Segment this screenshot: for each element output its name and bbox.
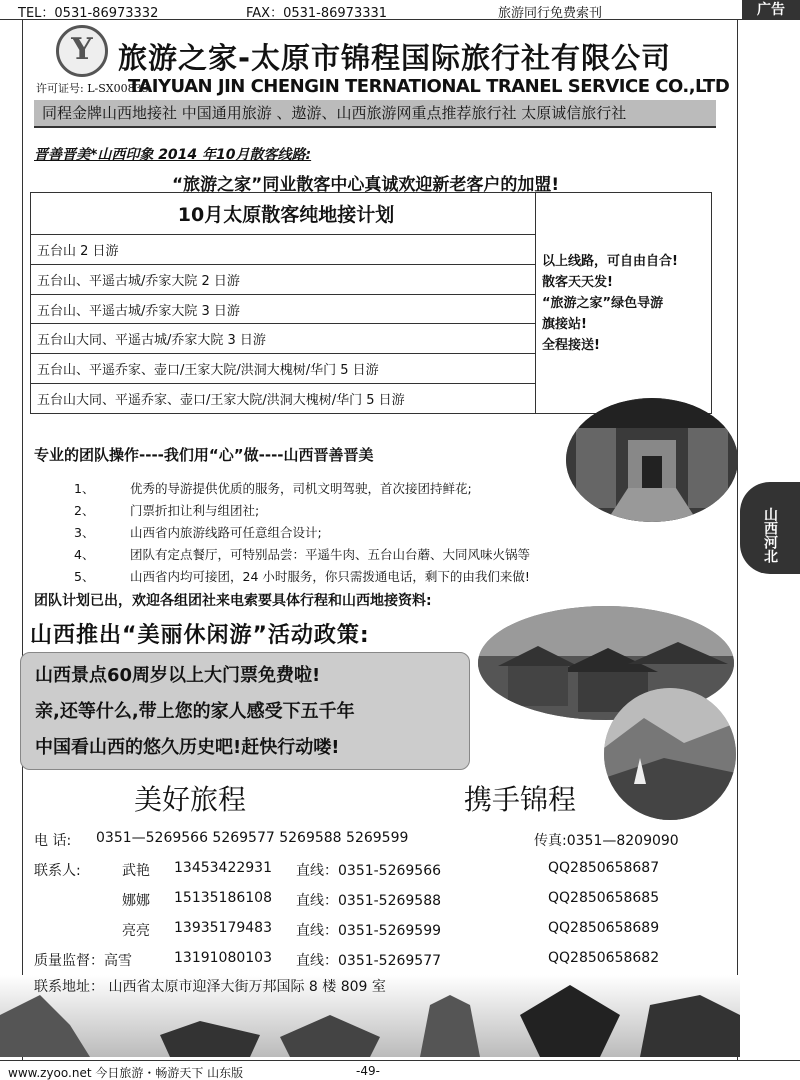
contact-qq: QQ2850658689 [548, 920, 660, 936]
company-logo: Y [56, 25, 108, 77]
contact-mobile: 13453422931 [174, 860, 272, 876]
itinerary-table [30, 192, 712, 414]
contact-name: 娜娜 [122, 893, 150, 909]
promo-box [20, 652, 470, 770]
route-row: 五台山、平遥乔家、壶口/王家大院/洪洞大槐树/华门 5 日游 [31, 354, 536, 384]
contact-qq: QQ2850658685 [548, 890, 660, 906]
recruit-note: 团队计划已出，欢迎各组团社来电索要具体行程和山西地接资料: [34, 593, 432, 609]
route-row: 五台山大同、平遥古城/乔家大院 3 日游 [31, 324, 536, 354]
mountain-pagoda-photo [604, 688, 736, 820]
promo-line: 山西景点60周岁以上大门票免费啦! [35, 665, 321, 686]
mountain-illustration [604, 688, 736, 820]
page-number: -49- [356, 1064, 380, 1078]
contact-direct: 直线：0351-5269588 [296, 893, 442, 909]
promo-line: 亲,还等什么,带上您的家人感受下五千年 [35, 701, 355, 722]
slogan-welcome: “旅游之家”同业散客中心真诚欢迎新老客户的加盟! [172, 175, 560, 195]
itinerary-side-note: 以上线路，可自由自合! 散客天天发! “旅游之家”绿色导游 旗接站! 全程接送! [536, 193, 712, 414]
contact-name: 亮亮 [122, 923, 150, 939]
promo-title: 山西推出“美丽休闲游”活动政策: [30, 623, 370, 648]
phone-label: 电 话: [34, 833, 72, 849]
contact-direct: 直线：0351-5269599 [296, 923, 442, 939]
license-number: 许可证号: L-SX00833 [36, 82, 149, 95]
supervisor-qq: QQ2850658682 [548, 950, 660, 966]
list-item: 2、 门票折扣让利与组团社; [74, 503, 260, 518]
company-name: 旅游之家-太原市锦程国际旅行社有限公司 [118, 41, 672, 75]
header-tel: TEL：0531-86973332 [18, 6, 159, 21]
supervisor-label: 质量监督：高雪 [34, 953, 132, 969]
list-item: 1、 优秀的导游提供优质的服务，司机文明驾驶，首次接团持鲜花; [74, 481, 472, 496]
list-item: 5、 山西省内均可接团，24 小时服务，你只需拨通电话，剩下的由我们来做! [74, 569, 530, 584]
contact-qq: QQ2850658687 [548, 860, 660, 876]
courtyard-illustration [566, 398, 738, 522]
contact-mobile: 13935179483 [174, 920, 272, 936]
address: 联系地址： 山西省太原市迎泽大街万邦国际 8 楼 809 室 [34, 979, 386, 995]
top-bar [0, 0, 800, 20]
contact-name: 武艳 [122, 863, 150, 879]
team-section-title: 专业的团队操作----我们用“心”做----山西晋善晋美 [34, 446, 374, 464]
route-row: 五台山、平遥古城/乔家大院 2 日游 [31, 264, 536, 294]
header-fax: FAX：0531-86973331 [246, 6, 388, 21]
courtyard-photo [566, 398, 738, 522]
region-side-tab: 山西河北 [740, 482, 800, 574]
itinerary-title: 10月太原散客纯地接计划 [31, 193, 536, 235]
ad-label: 广告 [742, 0, 800, 20]
route-row: 五台山 2 日游 [31, 235, 536, 265]
list-item: 4、 团队有定点餐厅，可特别品尝：平遥牛肉、五台山台蘑、大同风味火锅等 [74, 547, 531, 562]
company-english-name: TAIYUAN JIN CHENGIN TERNATIONAL TRANEL SERVICE CO.,LTD [128, 76, 730, 97]
footer [0, 1060, 800, 1080]
contact-mobile: 15135186108 [174, 890, 272, 906]
slogan-route-headline: 晋善晋美*山西印象 2014 年10月散客线路: [34, 147, 312, 163]
contact-direct: 直线：0351-5269566 [296, 863, 442, 879]
route-row: 五台山大同、平遥乔家、壶口/王家大院/洪洞大槐树/华门 5 日游 [31, 384, 536, 414]
promo-line: 中国看山西的悠久历史吧!赶快行动喽! [35, 737, 340, 758]
footer-site: www.zyoo.net 今日旅游・畅游天下 山东版 [8, 1066, 244, 1080]
phone-numbers: 0351—5269566 5269577 5269588 5269599 [96, 830, 409, 846]
tagline-right: 携手锦程 [464, 783, 577, 816]
recommendation-bar: 同程金牌山西地接社 中国通用旅游 、遨游、山西旅游网重点推荐旅行社 太原诚信旅行社 [34, 100, 716, 126]
tagline-left: 美好旅程 [134, 783, 247, 816]
header-journal: 旅游同行免费索刊 [498, 6, 603, 21]
fax-number: 传真:0351—8209090 [534, 833, 679, 849]
list-item: 3、 山西省内旅游线路可任意组合设计; [74, 525, 322, 540]
divider [34, 126, 716, 128]
team-feature-list [74, 478, 530, 588]
supervisor-mobile: 13191080103 [174, 950, 272, 966]
route-row: 五台山、平遥古城/乔家大院 3 日游 [31, 294, 536, 324]
contact-label: 联系人: [34, 863, 81, 879]
supervisor-direct: 直线：0351-5269577 [296, 953, 442, 969]
